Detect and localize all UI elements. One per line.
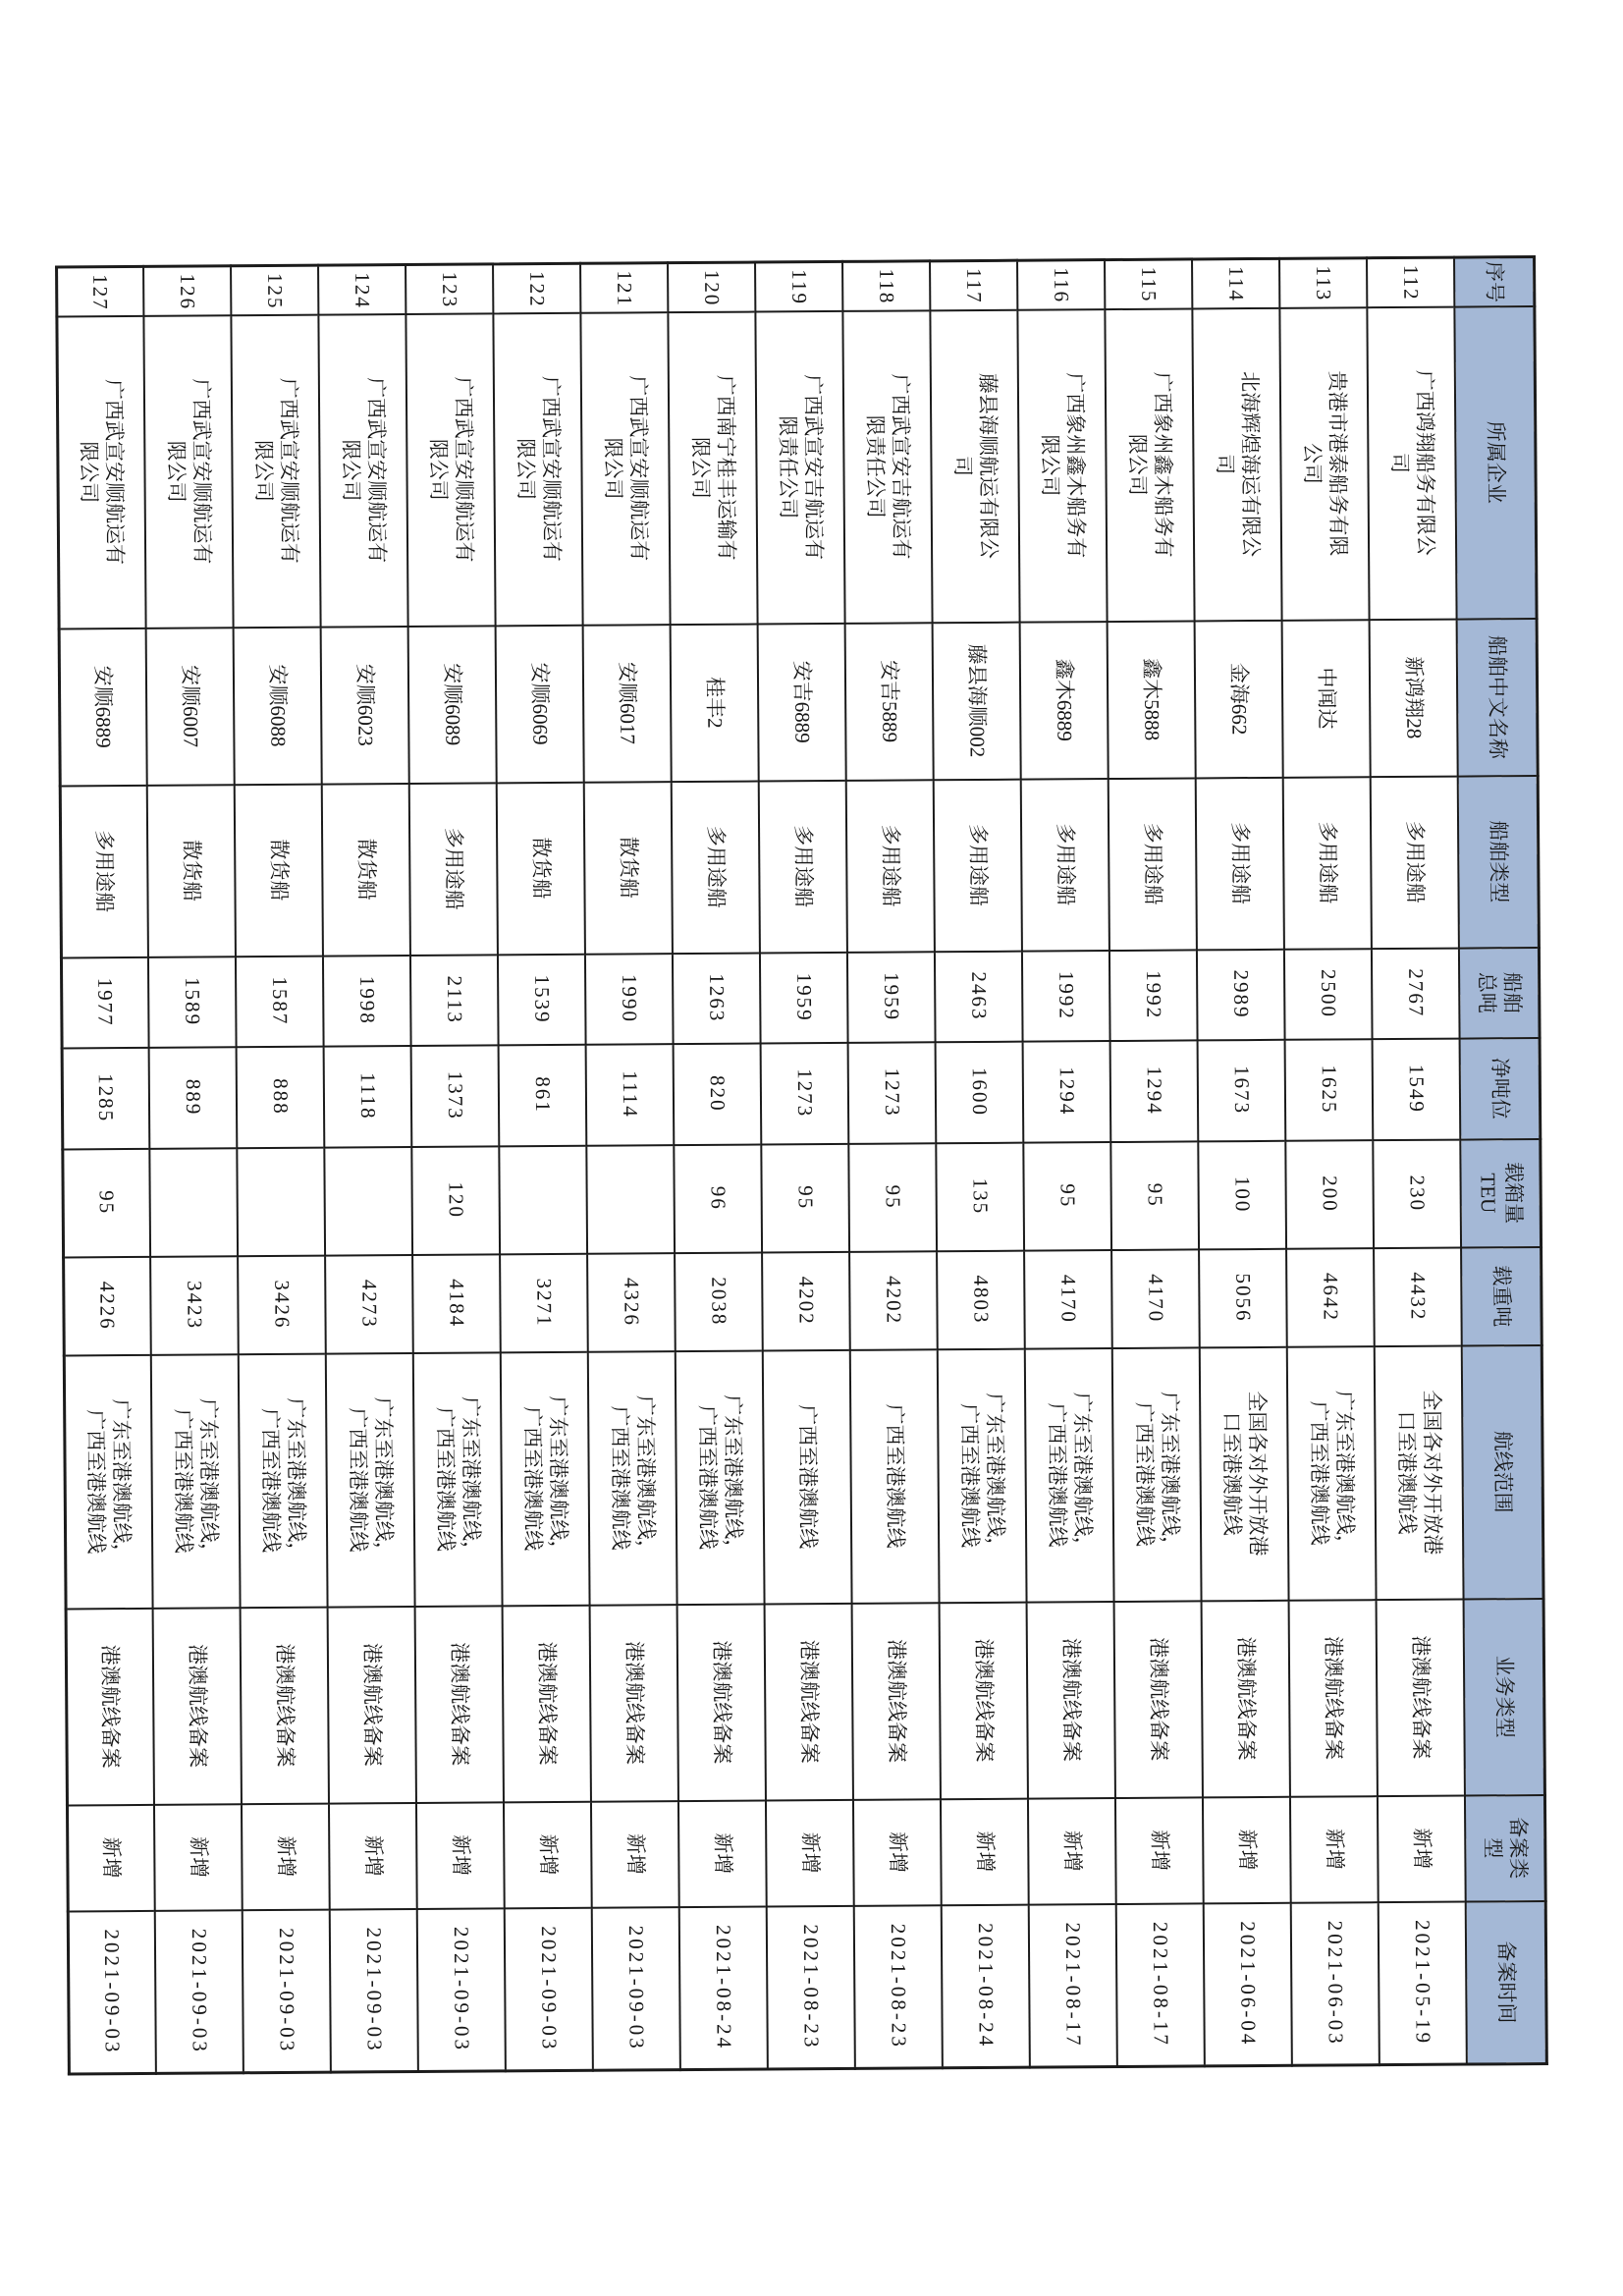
- table-cell: 新增: [67, 1804, 155, 1911]
- table-row: [669, 262, 769, 2070]
- header-cell-6: 载箱量TEU: [1461, 1138, 1542, 1247]
- table-cell: 新增: [1203, 1796, 1291, 1903]
- table-cell: 港澳航线备案: [328, 1606, 416, 1803]
- table-cell: 820: [674, 1043, 762, 1145]
- table-cell: 135: [937, 1142, 1025, 1251]
- header-cell-11: 备案时间: [1466, 1900, 1546, 2064]
- table-cell: 2021-05-19: [1379, 1901, 1467, 2065]
- table-cell: 广西象州鑫木船务有限公司: [1106, 308, 1195, 622]
- table-row: [756, 261, 856, 2069]
- table-cell: 桂丰2: [671, 624, 759, 782]
- table-cell: 1990: [585, 954, 674, 1045]
- table-cell: 广东至港澳航线，广西至港澳航线: [239, 1353, 328, 1608]
- table-cell: 新增: [678, 1800, 767, 1907]
- table-cell: 2021-09-03: [68, 1910, 156, 2074]
- header-cell-7: 载重吨: [1462, 1246, 1542, 1345]
- table-cell: 1992: [1109, 950, 1198, 1041]
- table-cell: 2021-09-03: [417, 1908, 506, 2072]
- table-cell: 117: [931, 260, 1018, 310]
- table-cell: 95: [849, 1143, 938, 1252]
- table-cell: 1118: [324, 1046, 412, 1148]
- table-cell: 新增: [591, 1801, 679, 1908]
- table-cell: 123: [406, 264, 494, 314]
- table-cell: 港澳航线备案: [1027, 1602, 1115, 1799]
- table-cell: 2021-08-23: [767, 1905, 855, 2069]
- header-cell-0: 序号: [1455, 257, 1535, 307]
- table-cell: 2021-08-23: [854, 1905, 943, 2069]
- table-cell: 多用途船: [60, 785, 148, 957]
- table-cell: 115: [1106, 259, 1193, 309]
- table-cell: 125: [232, 265, 319, 315]
- table-cell: 113: [1280, 258, 1368, 308]
- table-cell: 港澳航线备案: [852, 1603, 941, 1800]
- table-cell: 888: [237, 1046, 325, 1148]
- table-cell: 金海662: [1195, 620, 1283, 778]
- table-cell: 广东至港澳航线，广西至港澳航线: [588, 1351, 677, 1606]
- table-cell: 5056: [1200, 1248, 1288, 1347]
- table-cell: 广西武宣安顺航运有限公司: [494, 312, 583, 626]
- table-cell: 新增: [416, 1802, 505, 1909]
- table-cell: 95: [63, 1148, 151, 1257]
- header-cell-8: 航线范围: [1462, 1344, 1543, 1599]
- table-cell: 安顺6088: [234, 627, 322, 785]
- table-cell: 1294: [1110, 1040, 1199, 1142]
- table-cell: 4273: [326, 1255, 414, 1354]
- table-cell: 95: [762, 1143, 850, 1252]
- table-cell: 2021-06-04: [1204, 1902, 1292, 2066]
- table-cell: 港澳航线备案: [1114, 1601, 1203, 1798]
- table-cell: 1673: [1198, 1039, 1286, 1141]
- table-cell: [500, 1145, 588, 1254]
- table-cell: 121: [581, 263, 669, 313]
- table-cell: 港澳航线备案: [1202, 1600, 1290, 1797]
- table-row: [232, 265, 332, 2073]
- table-cell: 全国各对外开放港口至港澳航线: [1200, 1346, 1289, 1601]
- table-cell: 120: [412, 1146, 501, 1255]
- table-cell: 122: [494, 263, 581, 313]
- table-cell: 95: [1024, 1142, 1112, 1251]
- table-cell: 广东至港澳航线，广西至港澳航线: [676, 1350, 765, 1605]
- table-cell: 2113: [410, 955, 499, 1046]
- table-cell: 安吉5889: [845, 623, 934, 781]
- table-cell: 2021-09-03: [155, 1910, 243, 2074]
- table-cell: 新增: [329, 1802, 417, 1909]
- table-cell: 118: [843, 261, 931, 311]
- table-cell: 4184: [413, 1254, 502, 1353]
- table-cell: 2021-09-03: [330, 1908, 418, 2072]
- table-cell: 4170: [1112, 1249, 1201, 1348]
- table-cell: 北海辉煌海运有限公司: [1193, 307, 1282, 621]
- table-cell: 广东至港澳航线，广西至港澳航线: [938, 1348, 1027, 1603]
- table-cell: 2989: [1197, 949, 1285, 1040]
- table-cell: [150, 1148, 239, 1257]
- table-cell: 广东至港澳航线，广西至港澳航线: [1025, 1348, 1114, 1603]
- table-cell: 4803: [938, 1250, 1026, 1349]
- table-cell: 4170: [1025, 1250, 1113, 1349]
- table-cell: 127: [57, 266, 144, 316]
- table-cell: 港澳航线备案: [1377, 1599, 1465, 1796]
- table-cell: 多用途船: [846, 780, 935, 953]
- table-cell: 2021-06-03: [1291, 1902, 1380, 2066]
- table-cell: 新增: [242, 1803, 330, 1910]
- table-cell: 港澳航线备案: [940, 1602, 1028, 1799]
- table-row: [581, 263, 681, 2071]
- table-cell: 藤县海顺航运有限公司: [931, 309, 1020, 623]
- table-cell: 96: [675, 1144, 763, 1253]
- table-row: [931, 260, 1031, 2068]
- table-cell: 2021-09-03: [505, 1907, 593, 2071]
- table-cell: 广东至港澳航线，广西至港澳航线: [326, 1353, 415, 1608]
- table-body: [57, 257, 1468, 2074]
- header-cell-4: 船舶总吨: [1459, 947, 1540, 1038]
- header-cell-9: 业务类型: [1464, 1598, 1544, 1795]
- table-cell: 1285: [62, 1047, 150, 1149]
- table-cell: 2021-09-03: [592, 1907, 680, 2071]
- table-cell: 港澳航线备案: [503, 1605, 591, 1802]
- table-cell: 贵港市港泰船务有限公司: [1280, 307, 1370, 621]
- table-cell: 多用途船: [1021, 779, 1109, 952]
- table-cell: 多用途船: [409, 783, 498, 956]
- table-cell: 散货船: [235, 784, 323, 957]
- table-cell: 多用途船: [1109, 778, 1197, 951]
- table-cell: 4202: [763, 1251, 851, 1350]
- table-cell: 广西武宣安顺航运有限公司: [319, 314, 408, 628]
- table-cell: 广东至港澳航线，广西至港澳航线: [151, 1354, 241, 1609]
- table-cell: 散货船: [147, 785, 236, 957]
- table-cell: 889: [149, 1047, 238, 1149]
- table-cell: 广西至港澳航线: [763, 1349, 852, 1604]
- table-row: [494, 263, 594, 2071]
- table-cell: 1589: [148, 957, 237, 1048]
- table-cell: 新增: [504, 1801, 592, 1908]
- table-cell: 多用途船: [1196, 777, 1284, 950]
- table-cell: 861: [499, 1044, 587, 1146]
- header-cell-5: 净吨位: [1460, 1037, 1541, 1139]
- table-cell: 1977: [61, 957, 149, 1048]
- table-cell: 230: [1374, 1139, 1462, 1248]
- table-cell: 4202: [850, 1251, 939, 1350]
- table-cell: 1549: [1373, 1038, 1461, 1140]
- table-cell: 1587: [236, 956, 324, 1047]
- table-cell: 114: [1193, 258, 1280, 308]
- table-cell: 4226: [64, 1256, 152, 1355]
- table-cell: 1114: [586, 1044, 675, 1146]
- table-cell: 119: [756, 261, 843, 311]
- table-cell: 广东至港澳航线，广西至港澳航线: [413, 1352, 503, 1607]
- table-cell: 藤县海顺002: [933, 622, 1021, 780]
- header-row: [1455, 257, 1547, 2065]
- table-cell: 116: [1018, 260, 1106, 310]
- table-cell: 1294: [1023, 1041, 1111, 1143]
- table-cell: 广西武宣安吉航运有限责任公司: [756, 310, 845, 624]
- table-cell: 新增: [154, 1804, 243, 1911]
- table-cell: 1273: [848, 1042, 937, 1144]
- table-cell: 港澳航线备案: [415, 1606, 504, 1803]
- table-cell: 广西武宣安顺航运有限公司: [232, 314, 321, 628]
- table-cell: 1539: [498, 954, 586, 1045]
- table-cell: 港澳航线备案: [153, 1608, 242, 1805]
- table-row: [1106, 259, 1206, 2067]
- table-cell: 3426: [239, 1255, 327, 1354]
- table-cell: 安顺6023: [321, 627, 409, 785]
- header-cell-2: 船舶中文名称: [1457, 619, 1538, 777]
- table-row: [1193, 258, 1293, 2066]
- table-cell: 广西象州鑫木船务有限公司: [1018, 309, 1108, 623]
- table-cell: 2500: [1284, 949, 1373, 1040]
- table-cell: 广东至港澳航线，广西至港澳航线: [64, 1354, 153, 1609]
- table-cell: 广西鸿翔船务有限公司: [1368, 306, 1457, 620]
- table-cell: 广东至港澳航线，广西至港澳航线: [501, 1351, 590, 1606]
- table-cell: 中闻达: [1282, 620, 1371, 778]
- table-cell: 100: [1199, 1140, 1287, 1249]
- table-cell: 新增: [1028, 1798, 1116, 1905]
- table-cell: 散货船: [584, 782, 673, 955]
- table-cell: 1625: [1285, 1039, 1374, 1141]
- table-cell: 港澳航线备案: [590, 1605, 678, 1802]
- table-cell: 广西武宣安吉航运有限责任公司: [843, 310, 933, 624]
- table-cell: 126: [144, 266, 232, 316]
- table-cell: 2021-08-17: [1029, 1904, 1117, 2068]
- table-cell: 1998: [323, 956, 411, 1047]
- table-cell: 新增: [1378, 1795, 1466, 1902]
- table-cell: 新增: [1290, 1796, 1379, 1903]
- table-cell: 新增: [1115, 1797, 1204, 1904]
- table-cell: 2767: [1372, 948, 1460, 1039]
- table-cell: 多用途船: [672, 781, 760, 954]
- table-cell: 新增: [766, 1799, 854, 1906]
- table-cell: 1959: [847, 952, 936, 1043]
- table-cell: 多用途船: [934, 779, 1022, 952]
- table-cell: 广西南宁桂丰运输有限公司: [669, 311, 758, 625]
- table-row: [406, 264, 507, 2072]
- table-cell: 港澳航线备案: [677, 1604, 766, 1801]
- table-cell: 3271: [501, 1253, 589, 1352]
- table-cell: 2463: [935, 951, 1023, 1042]
- table-cell: 112: [1368, 257, 1455, 307]
- table-cell: 广西武宣安顺航运有限公司: [581, 312, 671, 626]
- table-cell: 1600: [936, 1041, 1024, 1143]
- table-cell: 全国各对外开放港口至港澳航线: [1375, 1345, 1464, 1600]
- table-cell: [587, 1145, 676, 1254]
- table-cell: 95: [1111, 1141, 1200, 1250]
- table-cell: 2021-08-24: [942, 1904, 1030, 2068]
- table-cell: 1992: [1022, 951, 1110, 1042]
- table-row: [1368, 257, 1468, 2065]
- table-row: [144, 266, 244, 2074]
- table-cell: 新增: [941, 1798, 1029, 1905]
- rotated-table-container: [55, 255, 1548, 2075]
- table-row: [57, 266, 157, 2074]
- table-cell: 新增: [853, 1799, 942, 1906]
- table-cell: 新鸿翔28: [1370, 619, 1458, 777]
- table-cell: 港澳航线备案: [1289, 1600, 1378, 1797]
- table-cell: 4326: [588, 1253, 676, 1352]
- table-cell: 广西武宣安顺航运有限公司: [144, 315, 234, 629]
- table-cell: 安顺6017: [583, 625, 672, 783]
- table-cell: 1959: [760, 952, 848, 1043]
- table-cell: [238, 1147, 326, 1256]
- table-cell: 多用途船: [759, 780, 847, 953]
- table-cell: 港澳航线备案: [66, 1608, 154, 1805]
- table-cell: [325, 1147, 413, 1256]
- table-cell: 4432: [1375, 1247, 1463, 1346]
- table-cell: 安顺6089: [408, 626, 497, 784]
- table-cell: 散货船: [322, 784, 410, 957]
- table-cell: 200: [1286, 1140, 1375, 1249]
- header-cell-1: 所属企业: [1455, 306, 1537, 620]
- table-cell: 1373: [411, 1045, 500, 1147]
- table-cell: 多用途船: [1371, 776, 1459, 949]
- table-cell: 2038: [676, 1252, 764, 1351]
- table-cell: 广西武宣安顺航运有限公司: [57, 315, 146, 629]
- table-cell: 广西武宣安顺航运有限公司: [406, 313, 496, 627]
- header-cell-3: 船舶类型: [1458, 775, 1539, 948]
- table-cell: 散货船: [497, 782, 585, 955]
- table-cell: 港澳航线备案: [241, 1607, 329, 1804]
- table-cell: 1273: [761, 1042, 849, 1144]
- header-cell-10: 备案类型: [1465, 1794, 1545, 1901]
- table-cell: 4642: [1287, 1248, 1376, 1347]
- table-cell: 广西至港澳航线: [850, 1349, 940, 1604]
- table-cell: 鑫木6889: [1020, 622, 1109, 780]
- table-cell: 2021-08-24: [679, 1906, 768, 2070]
- table-cell: 2021-08-17: [1116, 1903, 1205, 2067]
- table-cell: 广东至港澳航线，广西至港澳航线: [1287, 1346, 1377, 1601]
- table-row: [319, 265, 419, 2073]
- table-row: [1280, 258, 1380, 2066]
- table-cell: 安顺6889: [59, 628, 147, 786]
- table-cell: 港澳航线备案: [765, 1603, 853, 1800]
- table-cell: 多用途船: [1283, 777, 1372, 950]
- table-cell: 安顺6007: [146, 628, 235, 786]
- table-row: [1018, 260, 1118, 2068]
- table-row: [843, 261, 944, 2069]
- table-cell: 鑫木5888: [1108, 621, 1196, 779]
- table-cell: 安吉6889: [758, 623, 846, 781]
- table-cell: 1263: [673, 953, 761, 1044]
- table-cell: 120: [669, 262, 756, 312]
- ship-registry-table: [55, 255, 1548, 2075]
- table-cell: 广东至港澳航线，广西至港澳航线: [1112, 1347, 1202, 1602]
- table-cell: 2021-09-03: [243, 1909, 331, 2073]
- table-cell: 安顺6069: [496, 625, 584, 783]
- table-cell: 3423: [151, 1256, 240, 1355]
- table-cell: 124: [319, 265, 406, 315]
